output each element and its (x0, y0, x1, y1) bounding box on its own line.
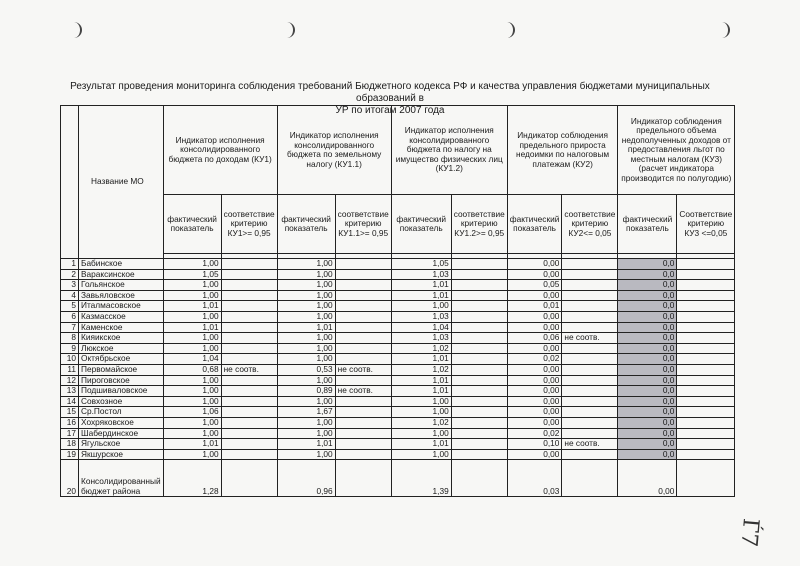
cell-ku11: 0,96 (277, 460, 335, 497)
cell-c3 (677, 460, 735, 497)
cell-ku12: 1,03 (391, 269, 451, 280)
title-line-1: Результат проведения мониторинга соблюдения требований Бюджетного кодекса РФ и качества управления бюджетами муниципальных образований в (70, 81, 710, 104)
row-index: 2 (61, 269, 79, 280)
row-index: 6 (61, 311, 79, 322)
row-index: 9 (61, 343, 79, 354)
table-row (61, 311, 735, 322)
cell-ku11: 1,00 (277, 259, 335, 270)
cell-c1 (221, 290, 277, 301)
table-row (61, 386, 735, 397)
table-row (61, 439, 735, 450)
cell-ku2: 0,00 (507, 417, 562, 428)
cell-c1 (221, 417, 277, 428)
cell-ku2: 0,00 (507, 449, 562, 460)
row-name: Вараксинское (79, 269, 164, 280)
cell-ku2: 0,00 (507, 311, 562, 322)
cell-c11 (335, 439, 391, 450)
cell-c11: не соотв. (335, 386, 391, 397)
cell-ku11: 1,00 (277, 354, 335, 365)
cell-c3 (677, 322, 735, 333)
cell-ku1: 1,00 (163, 417, 221, 428)
cell-ku3: 0,0 (618, 333, 677, 344)
cell-ku12: 1,04 (391, 322, 451, 333)
cell-c3 (677, 417, 735, 428)
cell-c3 (677, 449, 735, 460)
cell-ku3: 0,0 (618, 343, 677, 354)
subheader-fact: фактический показатель (391, 195, 451, 254)
cell-ku1: 1,00 (163, 343, 221, 354)
cell-c3 (677, 354, 735, 365)
cell-ku11: 1,00 (277, 269, 335, 280)
table-row (61, 449, 735, 460)
row-index: 19 (61, 449, 79, 460)
row-index: 18 (61, 439, 79, 450)
cell-c12 (451, 354, 507, 365)
cell-ku1: 1,00 (163, 428, 221, 439)
row-name: Пироговское (79, 375, 164, 386)
cell-c3 (677, 259, 735, 270)
table-row (61, 396, 735, 407)
cell-ku1: 1,06 (163, 407, 221, 418)
cell-c1 (221, 343, 277, 354)
cell-ku12: 1,01 (391, 354, 451, 365)
cell-ku12: 1,00 (391, 396, 451, 407)
cell-c11 (335, 354, 391, 365)
row-index: 13 (61, 386, 79, 397)
subheader-fact: фактический показатель (507, 195, 562, 254)
table-row (61, 417, 735, 428)
cell-ku11: 1,00 (277, 375, 335, 386)
cell-ku2: 0,00 (507, 322, 562, 333)
cell-ku12: 1,00 (391, 301, 451, 312)
cell-c11 (335, 322, 391, 333)
cell-c11 (335, 460, 391, 497)
cell-ku12: 1,01 (391, 439, 451, 450)
cell-ku1: 1,05 (163, 269, 221, 280)
cell-ku11: 1,00 (277, 343, 335, 354)
subheader-fact: фактический показатель (163, 195, 221, 254)
cell-ku2: 0,00 (507, 375, 562, 386)
table-row (61, 375, 735, 386)
row-name: Ягульское (79, 439, 164, 450)
cell-ku12: 1,00 (391, 428, 451, 439)
table-row (61, 301, 735, 312)
cell-ku12: 1,01 (391, 386, 451, 397)
cell-ku2: 0,03 (507, 460, 562, 497)
row-name: Завьяловское (79, 290, 164, 301)
cell-c12 (451, 407, 507, 418)
cell-c1 (221, 259, 277, 270)
cell-c12 (451, 322, 507, 333)
row-name: Казмасское (79, 311, 164, 322)
cell-ku11: 1,00 (277, 280, 335, 291)
table-row (61, 364, 735, 375)
cell-c3 (677, 364, 735, 375)
subheader-crit: соответствие критерию КУ1.2>= 0,95 (451, 195, 507, 254)
row-index: 5 (61, 301, 79, 312)
cell-ku2: 0,00 (507, 407, 562, 418)
subheader-fact: фактический показатель (618, 195, 677, 254)
cell-c3 (677, 290, 735, 301)
row-index: 15 (61, 407, 79, 418)
cell-ku3: 0,0 (618, 396, 677, 407)
cell-ku3: 0,0 (618, 259, 677, 270)
cell-c1 (221, 428, 277, 439)
cell-ku3: 0,0 (618, 407, 677, 418)
cell-ku3: 0,0 (618, 354, 677, 365)
table-row (61, 428, 735, 439)
subheader-crit: соответствие критерию КУ2<= 0,05 (562, 195, 618, 254)
cell-c2 (562, 343, 618, 354)
cell-ku11: 1,00 (277, 333, 335, 344)
cell-c2 (562, 311, 618, 322)
row-index: 1 (61, 259, 79, 270)
cell-c1 (221, 354, 277, 365)
cell-ku3: 0,0 (618, 322, 677, 333)
row-name: Якшурское (79, 449, 164, 460)
cell-c1 (221, 333, 277, 344)
cell-ku1: 0,68 (163, 364, 221, 375)
cell-ku12: 1,01 (391, 290, 451, 301)
cell-c2 (562, 354, 618, 365)
cell-ku1: 1,28 (163, 460, 221, 497)
cell-c2 (562, 301, 618, 312)
cell-c2 (562, 259, 618, 270)
cell-c12 (451, 396, 507, 407)
cell-ku3: 0,0 (618, 417, 677, 428)
cell-c12 (451, 428, 507, 439)
cell-ku11: 1,00 (277, 396, 335, 407)
cell-c12 (451, 269, 507, 280)
cell-c1 (221, 460, 277, 497)
cell-ku3: 0,0 (618, 439, 677, 450)
cell-c12 (451, 301, 507, 312)
row-index: 7 (61, 322, 79, 333)
cell-c2 (562, 428, 618, 439)
row-index: 17 (61, 428, 79, 439)
cell-ku2: 0,00 (507, 396, 562, 407)
cell-ku11: 1,00 (277, 290, 335, 301)
cell-ku3: 0,0 (618, 428, 677, 439)
cell-c1 (221, 386, 277, 397)
cell-c12 (451, 417, 507, 428)
cell-ku2: 0,00 (507, 386, 562, 397)
cell-ku2: 0,01 (507, 301, 562, 312)
cell-c3 (677, 311, 735, 322)
title-line-2: УР по итогам 2007 года (335, 105, 445, 116)
cell-c11 (335, 449, 391, 460)
row-index: 3 (61, 280, 79, 291)
cell-ku11: 0,53 (277, 364, 335, 375)
cell-c1 (221, 375, 277, 386)
cell-ku12: 1,02 (391, 364, 451, 375)
cell-c3 (677, 386, 735, 397)
cell-ku2: 0,05 (507, 280, 562, 291)
cell-ku12: 1,03 (391, 311, 451, 322)
cell-c11 (335, 259, 391, 270)
cell-ku2: 0,06 (507, 333, 562, 344)
cell-c12 (451, 364, 507, 375)
cell-ku3: 0,0 (618, 290, 677, 301)
cell-c3 (677, 396, 735, 407)
cell-ku11: 1,00 (277, 311, 335, 322)
punch-hole-1 (72, 22, 82, 38)
cell-c1 (221, 439, 277, 450)
row-name: Каменское (79, 322, 164, 333)
cell-c1 (221, 280, 277, 291)
cell-c11 (335, 428, 391, 439)
table-row (61, 407, 735, 418)
table-row (61, 290, 735, 301)
cell-c11 (335, 396, 391, 407)
cell-c11 (335, 301, 391, 312)
subheader-crit: соответствие критерию КУ1.1>= 0,95 (335, 195, 391, 254)
cell-c12 (451, 290, 507, 301)
cell-c1 (221, 407, 277, 418)
cell-ku1: 1,00 (163, 396, 221, 407)
punch-hole-4 (720, 22, 730, 38)
cell-ku11: 1,00 (277, 301, 335, 312)
header-ku11: Индикатор исполнения консолидированного бюджета по земельному налогу (КУ1.1) (277, 106, 391, 195)
cell-c11 (335, 407, 391, 418)
cell-ku2: 0,00 (507, 269, 562, 280)
row-name: Бабинское (79, 259, 164, 270)
header-name: Название МО (79, 106, 164, 259)
subheader-fact: фактический показатель (277, 195, 335, 254)
table-body (61, 259, 735, 460)
cell-c12 (451, 460, 507, 497)
cell-ku12: 1,01 (391, 375, 451, 386)
cell-ku3: 0,0 (618, 375, 677, 386)
cell-c12 (451, 449, 507, 460)
row-name: Октябрьское (79, 354, 164, 365)
cell-ku2: 0,00 (507, 364, 562, 375)
table-row (61, 354, 735, 365)
cell-c2 (562, 449, 618, 460)
cell-c1: не соотв. (221, 364, 277, 375)
cell-c12 (451, 259, 507, 270)
row-index: 10 (61, 354, 79, 365)
cell-ku3: 0,0 (618, 449, 677, 460)
handwritten-mark: Ѓ7 (735, 517, 763, 548)
subheader-crit: Соответствие критерию КУ3 <=0,05 (677, 195, 735, 254)
cell-c3 (677, 269, 735, 280)
cell-c11 (335, 375, 391, 386)
row-index: 12 (61, 375, 79, 386)
cell-ku12: 1,39 (391, 460, 451, 497)
cell-c3 (677, 428, 735, 439)
subheader-crit: соответствие критерию КУ1>= 0,95 (221, 195, 277, 254)
cell-c2: не соотв. (562, 439, 618, 450)
cell-c11 (335, 311, 391, 322)
cell-c2 (562, 386, 618, 397)
cell-c1 (221, 396, 277, 407)
total-row (61, 460, 735, 497)
cell-ku1: 1,00 (163, 259, 221, 270)
cell-ku11: 1,00 (277, 428, 335, 439)
cell-ku3: 0,0 (618, 280, 677, 291)
cell-c2 (562, 375, 618, 386)
cell-ku2: 0,00 (507, 259, 562, 270)
row-name: Подшиваловское (79, 386, 164, 397)
cell-c11 (335, 343, 391, 354)
cell-c2 (562, 280, 618, 291)
row-index: 8 (61, 333, 79, 344)
row-name: Шабердинское (79, 428, 164, 439)
punch-hole-3 (505, 22, 515, 38)
cell-ku12: 1,01 (391, 280, 451, 291)
cell-ku11: 1,00 (277, 449, 335, 460)
cell-c12 (451, 343, 507, 354)
cell-c3 (677, 439, 735, 450)
cell-ku1: 1,01 (163, 439, 221, 450)
row-name: Совхозное (79, 396, 164, 407)
cell-c11: не соотв. (335, 364, 391, 375)
table-row (61, 322, 735, 333)
cell-ku1: 1,00 (163, 375, 221, 386)
table-row (61, 333, 735, 344)
cell-ku11: 1,67 (277, 407, 335, 418)
cell-c2 (562, 290, 618, 301)
cell-ku12: 1,00 (391, 407, 451, 418)
cell-c12 (451, 333, 507, 344)
cell-c12 (451, 386, 507, 397)
header-ku3: Индикатор соблюдения предельного объема недополученных доходов от предоставления льгот по местным налогам (КУ3) (расчет индикатора производится по полугодию) (618, 106, 735, 195)
cell-ku12: 1,05 (391, 259, 451, 270)
row-name: Италмасовское (79, 301, 164, 312)
cell-ku3: 0,0 (618, 364, 677, 375)
cell-c11 (335, 280, 391, 291)
cell-ku3: 0,00 (618, 460, 677, 497)
cell-ku12: 1,02 (391, 417, 451, 428)
cell-c2 (562, 269, 618, 280)
header-index (61, 106, 79, 259)
cell-ku11: 1,01 (277, 322, 335, 333)
cell-ku2: 0,10 (507, 439, 562, 450)
cell-ku1: 1,00 (163, 449, 221, 460)
row-name: Люкское (79, 343, 164, 354)
row-index: 14 (61, 396, 79, 407)
cell-c12 (451, 311, 507, 322)
punch-hole-2 (285, 22, 295, 38)
table-row (61, 280, 735, 291)
cell-c12 (451, 375, 507, 386)
row-index: 4 (61, 290, 79, 301)
cell-c2 (562, 322, 618, 333)
cell-ku1: 1,04 (163, 354, 221, 365)
row-index: 20 (61, 460, 79, 497)
cell-c2 (562, 364, 618, 375)
row-index: 11 (61, 364, 79, 375)
row-name: Первомайское (79, 364, 164, 375)
table-row (61, 269, 735, 280)
cell-ku1: 1,01 (163, 322, 221, 333)
cell-c2 (562, 460, 618, 497)
cell-c11 (335, 269, 391, 280)
cell-ku11: 1,00 (277, 417, 335, 428)
cell-c1 (221, 301, 277, 312)
cell-ku3: 0,0 (618, 269, 677, 280)
cell-c12 (451, 280, 507, 291)
cell-ku2: 0,00 (507, 290, 562, 301)
cell-ku2: 0,02 (507, 354, 562, 365)
cell-c2 (562, 417, 618, 428)
cell-c3 (677, 333, 735, 344)
table-row (61, 343, 735, 354)
cell-c1 (221, 269, 277, 280)
row-name: Хохряковское (79, 417, 164, 428)
cell-c2 (562, 407, 618, 418)
monitoring-table (60, 105, 735, 497)
header-ku12: Индикатор исполнения консолидированного бюджета по налогу на имущество физических лиц (КУ1.2) (391, 106, 507, 195)
cell-c3 (677, 280, 735, 291)
header-ku2: Индикатор соблюдения предельного прироста недоимки по налоговым платежам (КУ2) (507, 106, 618, 195)
cell-c1 (221, 322, 277, 333)
cell-ku1: 1,00 (163, 311, 221, 322)
cell-c3 (677, 407, 735, 418)
cell-ku11: 0,89 (277, 386, 335, 397)
row-name: Ср.Постол (79, 407, 164, 418)
cell-c11 (335, 417, 391, 428)
cell-ku11: 1,01 (277, 439, 335, 450)
cell-ku3: 0,0 (618, 386, 677, 397)
cell-c11 (335, 333, 391, 344)
cell-c3 (677, 375, 735, 386)
cell-ku2: 0,00 (507, 343, 562, 354)
cell-ku3: 0,0 (618, 301, 677, 312)
cell-ku1: 1,00 (163, 290, 221, 301)
header-ku1: Индикатор исполнения консолидированного бюджета по доходам (КУ1) (163, 106, 277, 195)
cell-ku1: 1,01 (163, 301, 221, 312)
row-name: Консолидированный бюджет района (79, 460, 164, 497)
cell-c1 (221, 311, 277, 322)
cell-ku1: 1,00 (163, 280, 221, 291)
cell-c3 (677, 301, 735, 312)
cell-c12 (451, 439, 507, 450)
row-index: 16 (61, 417, 79, 428)
table-row (61, 259, 735, 270)
cell-ku1: 1,00 (163, 333, 221, 344)
cell-ku1: 1,00 (163, 386, 221, 397)
cell-c11 (335, 290, 391, 301)
cell-c2: не соотв. (562, 333, 618, 344)
cell-ku12: 1,02 (391, 343, 451, 354)
cell-c1 (221, 449, 277, 460)
cell-ku12: 1,00 (391, 449, 451, 460)
row-name: Кияикское (79, 333, 164, 344)
cell-c3 (677, 343, 735, 354)
cell-ku3: 0,0 (618, 311, 677, 322)
row-name: Гольянское (79, 280, 164, 291)
cell-ku12: 1,03 (391, 333, 451, 344)
cell-c2 (562, 396, 618, 407)
cell-ku2: 0,02 (507, 428, 562, 439)
